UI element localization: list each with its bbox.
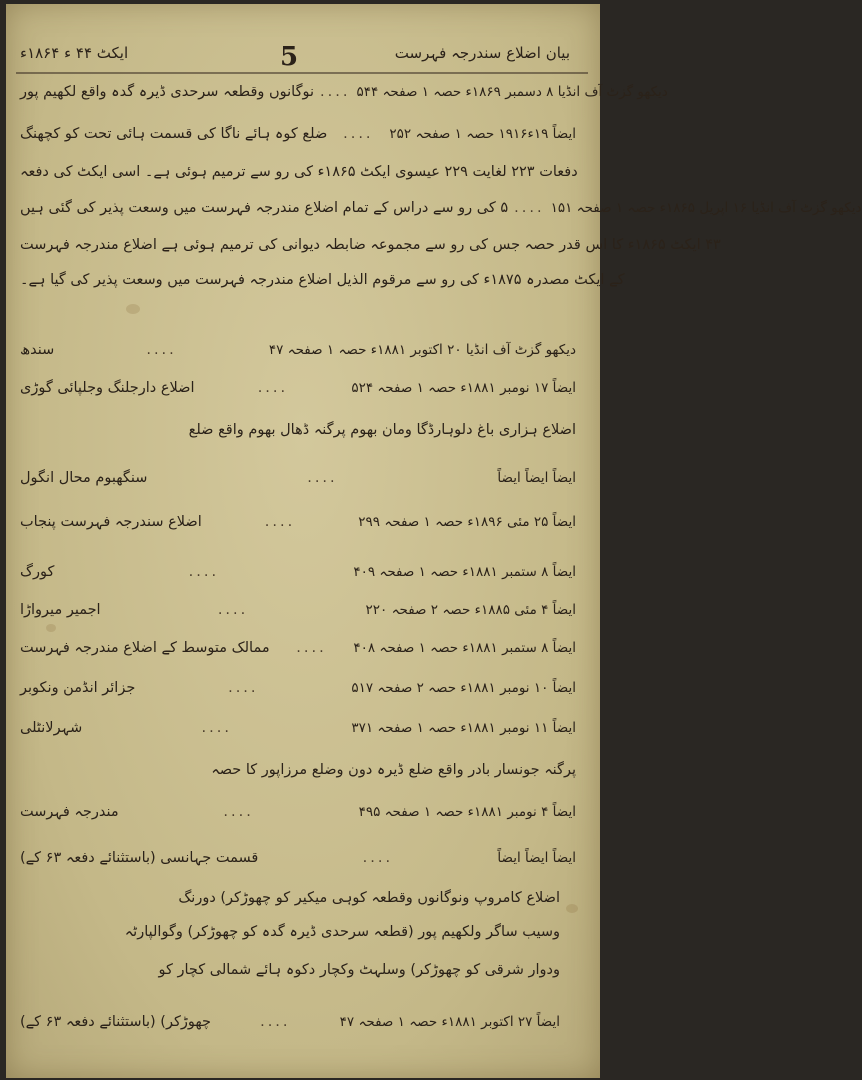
entry-text: کے ایکٹ مصدرہ ۱۸۷۵ء کی رو سے مرقوم الذیل اضلاع مندرجہ فہرست میں وسعت پذیر کی گیا ہے۔ (20, 272, 625, 288)
gazette-reference: ایضاً ایضاً ایضاً (497, 850, 576, 866)
leader-dots: .... (228, 680, 259, 696)
gazette-reference: دیکھو گزٹ آف انڈیا ۲۰ اکتوبر ۱۸۸۱ء حصہ ۱ صفحہ ۴۷ (268, 342, 576, 358)
entry-text: سنگھبوم محال انگول (20, 470, 148, 486)
entry-line (20, 84, 668, 100)
entry-line (20, 470, 576, 486)
gazette-reference: ایضاً ۴ مئی ۱۸۸۵ء حصہ ۲ صفحہ ۲۲۰ (365, 602, 576, 618)
entry-line (20, 640, 576, 656)
entry-text: سندھ (20, 342, 55, 358)
entry-line (20, 380, 576, 396)
gazette-reference: ایضاً ۱۷ نومبر ۱۸۸۱ء حصہ ۱ صفحہ ۵۲۴ (351, 380, 576, 396)
leader-dots: .... (362, 850, 394, 866)
entry-line (20, 804, 576, 820)
gazette-reference: ایضاً ۱۱ نومبر ۱۸۸۱ء حصہ ۱ صفحہ ۳۷۱ (351, 720, 576, 736)
entry-text: قسمت جہانسی (باستثنائے دفعہ ۶۳ کے) (20, 850, 259, 866)
header-act-reference: ایکٹ ۴۴ ء ۱۸۶۴ء (20, 44, 129, 62)
entry-line (20, 564, 576, 580)
gazette-reference: ایضاً ۸ ستمبر ۱۸۸۱ء حصہ ۱ صفحہ ۴۰۹ (353, 564, 576, 580)
entry-line (20, 962, 560, 978)
entry-line (20, 200, 862, 216)
entry-line (20, 422, 576, 438)
leader-dots: .... (320, 84, 351, 100)
entry-text: دفعات ۲۲۳ لغایت ۲۲۹ عیسوی ایکٹ ۱۸۶۵ء کی رو سے ترمیم ہوئی ہے۔ اسی ایکٹ کی دفعہ (20, 164, 578, 180)
entry-line (20, 602, 576, 618)
entry-line (20, 680, 576, 696)
document-page (6, 4, 862, 1078)
entry-text: اضلاع کامروپ ونوگانوں وقطعہ کوہی میکیر کو چھوڑکر) دورنگ (178, 890, 560, 906)
gazette-reference: دیکھو گزٹ آف انڈیا ۸ دسمبر ۱۸۶۹ء حصہ ۱ صفحہ ۵۴۴ (356, 84, 668, 100)
header-title: بیان اضلاع سندرجہ فہرست (394, 44, 570, 62)
gazette-reference: ایضاً ۲۷ اکتوبر ۱۸۸۱ء حصہ ۱ صفحہ ۴۷ (339, 1014, 560, 1030)
gazette-reference: ایضاً ۸ ستمبر ۱۸۸۱ء حصہ ۱ صفحہ ۴۰۸ (353, 640, 576, 656)
leader-dots: .... (257, 380, 289, 396)
entry-text: چھوڑکر) (باستثنائے دفعہ ۶۳ کے) (20, 1014, 211, 1030)
leader-dots: .... (146, 342, 177, 358)
gazette-reference: ایضاً ۱۰ نومبر ۱۸۸۱ء حصہ ۲ صفحہ ۵۱۷ (351, 680, 576, 696)
entry-text: نوگانوں وقطعہ سرحدی ڈیرہ گدہ واقع لکھیم پور (20, 84, 315, 100)
leader-dots: .... (264, 514, 296, 530)
gazette-reference: ایضاً ۲۵ مئی ۱۸۹۶ء حصہ ۱ صفحہ ۲۹۹ (358, 514, 576, 530)
leader-dots: .... (296, 640, 327, 656)
entry-text: مندرجہ فہرست (20, 804, 119, 820)
leader-dots: .... (514, 200, 545, 216)
entry-line (20, 850, 576, 866)
gazette-reference: ایضاً ۴ نومبر ۱۸۸۱ء حصہ ۱ صفحہ ۴۹۵ (358, 804, 576, 820)
entry-line (20, 762, 576, 778)
leader-dots: .... (223, 804, 254, 820)
entry-text: ۵ کی رو سے دراس کے تمام اضلاع مندرجہ فہرست میں وسعت پذیر کی گئی ہیں (20, 200, 509, 216)
entry-text: پرگنہ جونسار بادر واقع ضلع ڈیرہ دون وضلع مرزاپور کا حصہ (211, 762, 576, 778)
entry-text: اضلاع سندرجہ فہرست پنجاب (20, 514, 202, 530)
entry-line (20, 514, 576, 530)
gazette-reference: دیکھو گزٹ آف انڈیا ۱۶ اپریل ۱۸۶۵ء حصہ ۱ صفحہ ۱۵۱ (550, 200, 862, 216)
entry-text: ممالک متوسط کے اضلاع مندرجہ فہرست (20, 640, 270, 656)
entry-line (20, 164, 576, 180)
entry-line (20, 890, 560, 906)
gazette-reference: ایضاً ایضاً ایضاً (497, 470, 576, 486)
leader-dots: .... (307, 470, 338, 486)
entry-text: ودوار شرقی کو چھوڑکر) وسلہٹ وکچار دکوہ ہائے شمالی کچار کو (158, 962, 560, 978)
entry-line (20, 237, 721, 253)
page-number: 5 (280, 42, 299, 72)
gazette-reference: ایضاً ۱۹ء۱۹۱۶ حصہ ۱ صفحہ ۲۵۲ (389, 126, 576, 142)
entry-text: کورگ (20, 564, 55, 580)
entry-text: اضلاع دارجلنگ وجلپائی گوڑی (20, 380, 195, 396)
leader-dots: .... (343, 126, 374, 142)
entry-text: ضلع کوہ ہائے ناگا کی قسمت ہائی تحت کو کچھنگ (20, 126, 328, 142)
entry-text: وسیب ساگر ولکھیم پور (قطعہ سرحدی ڈیرہ گدہ کو چھوڑکر) وگوالپارٹہ (124, 924, 560, 940)
entry-text: اضلاع ہزاری باغ دلوہارڈگا ومان بھوم پرگنہ ڈھال بھوم واقع ضلع (188, 422, 576, 438)
entry-line (20, 1014, 560, 1030)
leader-dots: .... (201, 720, 232, 736)
entry-line (20, 272, 625, 288)
entry-line (20, 720, 576, 736)
entry-text: ۴۳ ایکٹ ۱۸۶۵ء کا اس قدر حصہ جس کی رو سے مجموعہ ضابطہ دیوانی کی ترمیم ہوئی ہے اضلاع مندرجہ فہرست (20, 237, 721, 253)
entry-line (20, 924, 560, 940)
entry-line (20, 126, 576, 142)
entry-text: شہرلانٹلی (20, 720, 83, 736)
leader-dots: .... (188, 564, 220, 580)
leader-dots: .... (260, 1014, 291, 1030)
entry-text: اجمیر میرواڑا (20, 602, 101, 618)
entry-text: جزائر انڈمن ونکوبر (20, 680, 136, 696)
entry-line (20, 342, 576, 358)
leader-dots: .... (217, 602, 249, 618)
header-rule (16, 72, 588, 74)
